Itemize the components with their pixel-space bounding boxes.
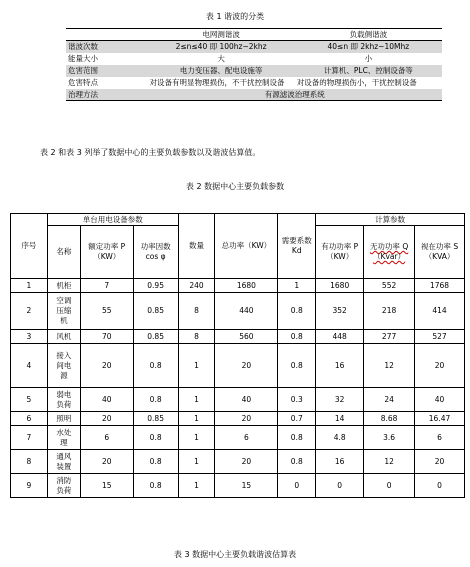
reactive-cell: 277 — [364, 330, 415, 344]
kd-cell: 0.3 — [278, 388, 316, 412]
cell: 小 — [364, 54, 373, 63]
total-power-cell: 440 — [215, 293, 278, 330]
active-cell: 16 — [316, 344, 364, 388]
seq-cell: 1 — [11, 279, 48, 293]
cell: 对设备有明显物理损伤，不干扰控制设备 — [149, 78, 285, 87]
count-cell: 240 — [178, 279, 215, 293]
table1-row — [66, 89, 442, 101]
active-cell: 14 — [316, 412, 364, 426]
name-cell: 弱电负荷 — [47, 388, 80, 412]
seq-cell: 4 — [11, 344, 48, 388]
row-label: 谐波次数 — [66, 41, 147, 53]
count-cell: 1 — [178, 388, 215, 412]
rated-power-cell: 15 — [80, 474, 133, 498]
table1-row — [66, 77, 442, 89]
apparent-cell: 527 — [415, 330, 465, 344]
header-group-calc: 计算参数 — [316, 214, 465, 226]
name-cell: 风机 — [47, 330, 80, 344]
cell: 对设备的物理损伤小，干扰控制设备 — [296, 78, 417, 87]
header-total-power: 总功率（KW） — [215, 214, 278, 279]
kd-cell: 1 — [278, 279, 316, 293]
kd-cell: 0 — [278, 474, 316, 498]
table-row — [11, 474, 465, 498]
seq-cell: 9 — [11, 474, 48, 498]
harmonic-classification-table — [66, 28, 442, 101]
name-cell: 接入间电源 — [47, 344, 80, 388]
header-group-single: 单台用电设备参数 — [47, 214, 178, 226]
count-cell: 8 — [178, 293, 215, 330]
apparent-cell: 20 — [415, 344, 465, 388]
table1-row — [66, 41, 442, 53]
count-cell: 1 — [178, 474, 215, 498]
name-cell: 空调压缩机 — [47, 293, 80, 330]
count-cell: 1 — [178, 412, 215, 426]
table1-row — [66, 53, 442, 65]
table-row — [11, 450, 465, 474]
table2-caption: 表 2 数据中心主要负载参数 — [185, 182, 285, 191]
total-power-cell: 20 — [215, 344, 278, 388]
table1-caption: 表 1 谐波的分类 — [205, 12, 265, 21]
active-cell: 1680 — [316, 279, 364, 293]
kd-cell: 0.8 — [278, 344, 316, 388]
table-row — [11, 330, 465, 344]
reactive-cell: 552 — [364, 279, 415, 293]
name-cell: 通风装置 — [47, 450, 80, 474]
table-row — [11, 344, 465, 388]
pf-cell: 0.95 — [133, 279, 178, 293]
apparent-cell: 40 — [415, 388, 465, 412]
apparent-cell: 414 — [415, 293, 465, 330]
cell: 大 — [217, 54, 225, 63]
total-power-cell: 1680 — [215, 279, 278, 293]
total-power-cell: 40 — [215, 388, 278, 412]
table-row — [11, 279, 465, 293]
row-label: 治理方法 — [66, 89, 147, 101]
active-cell: 448 — [316, 330, 364, 344]
active-cell: 0 — [316, 474, 364, 498]
name-cell: 水处理 — [47, 426, 80, 450]
seq-cell: 6 — [11, 412, 48, 426]
total-power-cell: 560 — [215, 330, 278, 344]
pf-cell: 0.85 — [133, 293, 178, 330]
table1-header-load: 负载侧谐波 — [295, 29, 442, 41]
cell: 计算机、PLC、控制设备等 — [295, 65, 442, 77]
pf-cell: 0.85 — [133, 412, 178, 426]
name-cell: 机柜 — [47, 279, 80, 293]
active-cell: 4.8 — [316, 426, 364, 450]
rated-power-cell: 70 — [80, 330, 133, 344]
pf-cell: 0.85 — [133, 330, 178, 344]
header-reactive: 无功功率 Q（Kvar） — [364, 226, 415, 279]
pf-cell: 0.8 — [133, 344, 178, 388]
total-power-cell: 20 — [215, 412, 278, 426]
cell: 有源滤波治理系统 — [147, 89, 442, 101]
count-cell: 1 — [178, 344, 215, 388]
count-cell: 1 — [178, 450, 215, 474]
table-row — [11, 388, 465, 412]
count-cell: 8 — [178, 330, 215, 344]
total-power-cell: 6 — [215, 426, 278, 450]
row-label: 能量大小 — [68, 54, 98, 63]
reactive-cell: 3.6 — [364, 426, 415, 450]
header-pf: 功率因数 cos φ — [133, 226, 178, 279]
cell: 40≤n 即 2khz~10Mhz — [295, 41, 442, 53]
reactive-cell: 24 — [364, 388, 415, 412]
total-power-cell: 15 — [215, 474, 278, 498]
rated-power-cell: 6 — [80, 426, 133, 450]
header-active: 有功功率 P（KW） — [316, 226, 364, 279]
apparent-cell: 20 — [415, 450, 465, 474]
cell: 电力变压器、配电设施等 — [147, 65, 294, 77]
table1-header-grid: 电网测谐波 — [147, 29, 294, 41]
pf-cell: 0.8 — [133, 450, 178, 474]
kd-cell: 0.8 — [278, 450, 316, 474]
name-cell: 消防负荷 — [47, 474, 80, 498]
table-row — [11, 426, 465, 450]
row-label: 危害范围 — [66, 65, 147, 77]
load-parameters-table — [10, 213, 465, 498]
pf-cell: 0.8 — [133, 388, 178, 412]
rated-power-cell: 55 — [80, 293, 133, 330]
active-cell: 352 — [316, 293, 364, 330]
seq-cell: 7 — [11, 426, 48, 450]
header-count: 数量 — [178, 214, 215, 279]
header-name: 名称 — [47, 226, 80, 279]
kd-cell: 0.8 — [278, 330, 316, 344]
table1-header-row — [66, 29, 442, 41]
active-cell: 32 — [316, 388, 364, 412]
name-cell: 照明 — [47, 412, 80, 426]
reactive-cell: 12 — [364, 344, 415, 388]
seq-cell: 8 — [11, 450, 48, 474]
rated-power-cell: 40 — [80, 388, 133, 412]
table-row — [11, 293, 465, 330]
table3-caption: 表 3 数据中心主要负载谐波估算表 — [173, 550, 297, 559]
seq-cell: 3 — [11, 330, 48, 344]
seq-cell: 5 — [11, 388, 48, 412]
reactive-cell: 0 — [364, 474, 415, 498]
apparent-cell: 1768 — [415, 279, 465, 293]
table1-corner — [66, 29, 147, 41]
apparent-cell: 6 — [415, 426, 465, 450]
table2-group-row — [11, 214, 465, 226]
count-cell: 1 — [178, 426, 215, 450]
cell: 2≤n≤40 即 100hz~2khz — [147, 41, 294, 53]
table2-body — [11, 279, 465, 498]
table1-row — [66, 65, 442, 77]
total-power-cell: 20 — [215, 450, 278, 474]
table-row — [11, 412, 465, 426]
rated-power-cell: 7 — [80, 279, 133, 293]
seq-cell: 2 — [11, 293, 48, 330]
kd-cell: 0.8 — [278, 426, 316, 450]
header-apparent: 视在功率 S（KVA） — [415, 226, 465, 279]
rated-power-cell: 20 — [80, 450, 133, 474]
row-label: 危害特点 — [68, 78, 98, 87]
reactive-cell: 218 — [364, 293, 415, 330]
header-kd: 需要系数 Kd — [278, 214, 316, 279]
active-cell: 16 — [316, 450, 364, 474]
reactive-cell: 12 — [364, 450, 415, 474]
header-seq: 序号 — [11, 214, 48, 279]
pf-cell: 0.8 — [133, 426, 178, 450]
rated-power-cell: 20 — [80, 344, 133, 388]
kd-cell: 0.7 — [278, 412, 316, 426]
reactive-cell: 8.68 — [364, 412, 415, 426]
body-paragraph: 表 2 和表 3 列举了数据中心的主要负载参数以及谐波估算值。 — [40, 148, 261, 157]
kd-cell: 0.8 — [278, 293, 316, 330]
header-rated-power: 额定功率 P（KW） — [80, 226, 133, 279]
pf-cell: 0.8 — [133, 474, 178, 498]
apparent-cell: 0 — [415, 474, 465, 498]
rated-power-cell: 20 — [80, 412, 133, 426]
apparent-cell: 16.47 — [415, 412, 465, 426]
